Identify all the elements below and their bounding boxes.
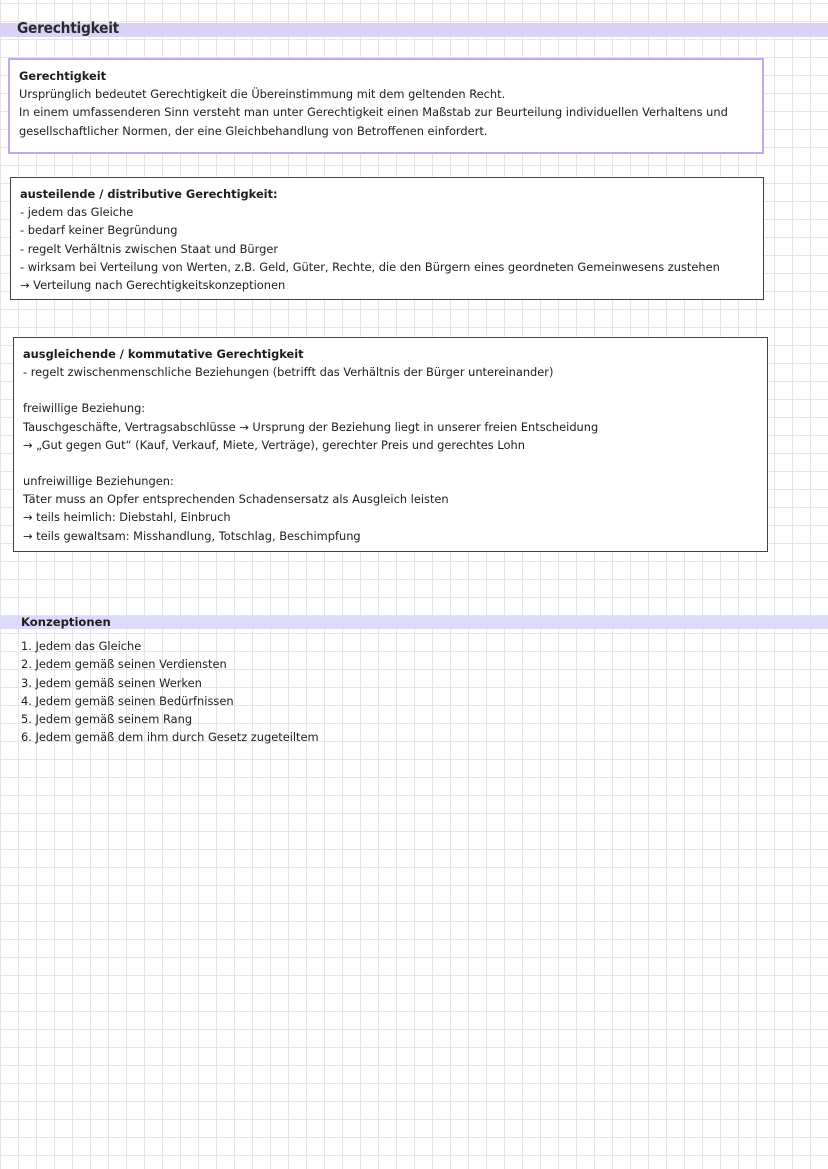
distributive-heading: austeilende / distributive Gerechtigkeit: <box>20 187 278 201</box>
unfreiwillig-line: → teils heimlich: Diebstahl, Einbruch <box>23 510 231 525</box>
freiwillig-line: Tauschgeschäfte, Vertragsabschlüsse → Ursprung der Beziehung liegt in unserer freien Entscheidung <box>23 419 599 434</box>
konzeptionen-list <box>21 637 319 747</box>
unfreiwillig-line: → teils gewaltsam: Misshandlung, Totschlag, Beschimpfung <box>23 528 361 543</box>
list-item: 3. Jedem gemäß seinen Werken <box>21 675 202 690</box>
list-item: - bedarf keiner Begründung <box>20 223 178 238</box>
freiwillig-heading: freiwillige Beziehung: <box>23 401 146 416</box>
list-item: - regelt Verhältnis zwischen Staat und Bürger <box>20 241 279 256</box>
list-item: 1. Jedem das Gleiche <box>21 639 142 653</box>
list-item: - jedem das Gleiche <box>20 205 134 220</box>
list-item: 4. Jedem gemäß seinen Bedürfnissen <box>21 693 234 708</box>
list-item: 6. Jedem gemäß dem ihm durch Gesetz zugeteiltem <box>21 730 319 745</box>
distributive-box <box>10 177 764 300</box>
kommutative-box <box>13 337 768 552</box>
kommutative-intro: - regelt zwischenmenschliche Beziehungen (betrifft das Verhältnis der Bürger untereinander) <box>23 365 554 380</box>
unfreiwillig-heading: unfreiwillige Beziehungen: <box>23 474 174 489</box>
list-item: 2. Jedem gemäß seinen Verdiensten <box>21 657 227 672</box>
definition-line: In einem umfassenderen Sinn versteht man unter Gerechtigkeit einen Maßstab zur Beurteilung individuellen Verhaltens und gesellschaftlicher Normen, der eine Gleichbehandlung von Betroffenen einfordert. <box>19 105 728 138</box>
title-highlight <box>0 23 828 37</box>
freiwillig-line: → „Gut gegen Gut“ (Kauf, Verkauf, Miete, Verträge), gerechter Preis und gerechtes Lohn <box>23 437 525 452</box>
section-highlight <box>0 616 828 629</box>
list-item: - wirksam bei Verteilung von Werten, z.B. Geld, Güter, Rechte, die den Bürgern eines geordneten Gemeinwesens zustehen <box>20 259 720 274</box>
list-item: → Verteilung nach Gerechtigkeitskonzeptionen <box>20 278 286 293</box>
list-item: 5. Jedem gemäß seinem Rang <box>21 712 193 727</box>
definition-heading: Gerechtigkeit <box>19 69 107 83</box>
unfreiwillig-line: Täter muss an Opfer entsprechenden Schadensersatz als Ausgleich leisten <box>23 492 449 507</box>
definition-line: Ursprünglich bedeutet Gerechtigkeit die Übereinstimmung mit dem geltenden Recht. <box>19 87 506 102</box>
kommutative-heading: ausgleichende / kommutative Gerechtigkeit <box>23 347 304 361</box>
definition-box <box>8 58 764 154</box>
konzeptionen-heading: Konzeptionen <box>21 615 111 629</box>
page-title: Gerechtigkeit <box>17 19 119 37</box>
